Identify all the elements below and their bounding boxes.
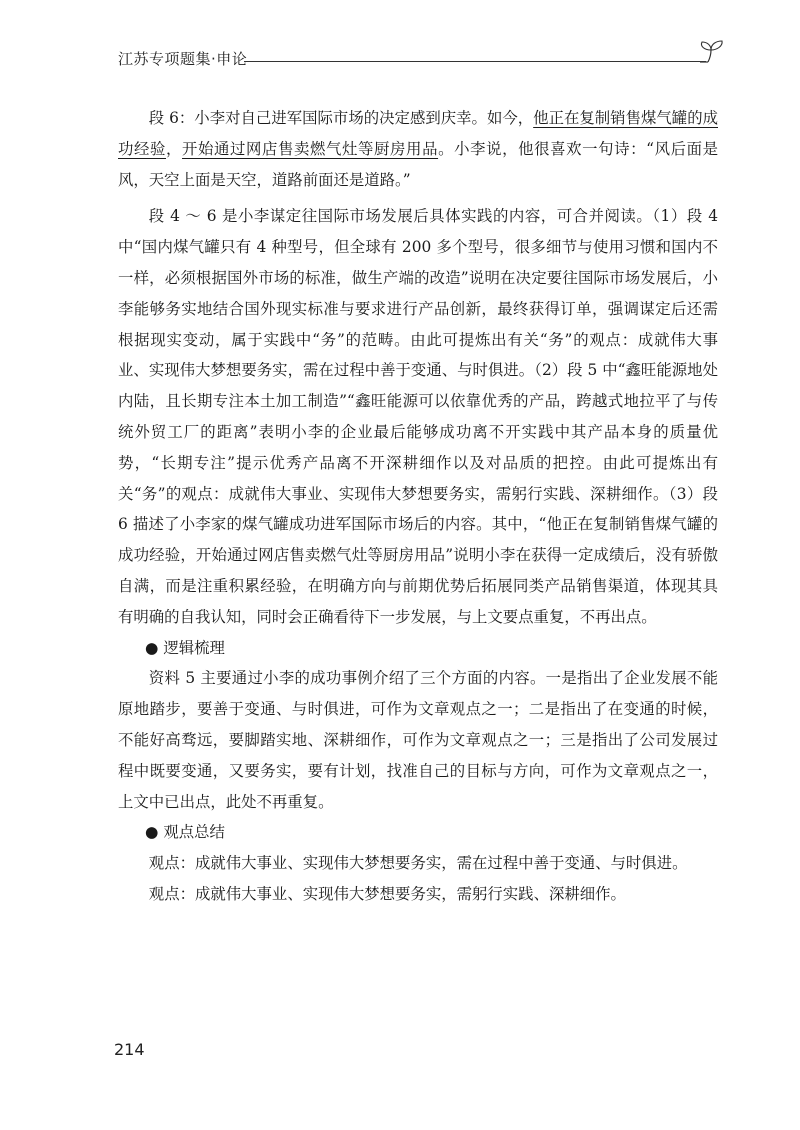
viewpoint-1: 观点：成就伟大事业、实现伟大梦想要务实，需在过程中善于变通、与时俱进。 (148, 854, 688, 873)
book-title: 江苏专项题集·申论 (118, 50, 248, 68)
sprout-icon (698, 40, 728, 74)
paragraph-segment-6 (118, 103, 718, 195)
paragraph-logic: 资料 5 主要通过小李的成功事例介绍了三个方面的内容。一是指出了企业发展不能原地踏步，要善于变通、与时俱进，可作为文章观点之一；二是指出了在变通的时候，不能好高骛远，要脚踏实地、深耕细作，可作为文章观点之一；三是指出了公司发展过程中既要变通，又要务实，要有计划，找准自己的目标与方向，可作为文章观点之一，上文中已出点，此处不再重复。 (118, 669, 718, 811)
heading-viewpoint-summary: ● 观点总结 (145, 823, 225, 842)
p1-text-b: ， (166, 139, 183, 158)
paragraph-analysis: 段 4 ～ 6 是小李谋定往国际市场发展后具体实践的内容，可合并阅读。（1）段 4 中“国内煤气罐只有 4 种型号，但全球有 200 多个型号，很多细节与使用习惯和国内不一样，必须根据国外市场的标准，做生产端的改造”说明在决定要往国际市场发展后，小李能够务实地结合国外现实标准与要求进行产品创新，最终获得订单，强调谋定后还需根据现实变动，属于实践中“务”的范畴。由此可提炼出有关“务”的观点：成就伟大事业、实现伟大梦想要务实，需在过程中善于变通、与时俱进。（2）段 5 中“鑫旺能源地处内陆，且长期专注本土加工制造”“鑫旺能源可以依靠优秀的产品，跨越式地拉平了与传统外贸工厂的距离”表明小李的企业最后能够成功离不开实践中其产品本身的质量优势，“长期专注”提示优秀产品离不开深耕细作以及对品质的把控。由此可提炼出有关“务”的观点：成就伟大事业、实现伟大梦想要务实，需躬行实践、深耕细作。（3）段 6 描述了小李家的煤气罐成功进军国际市场后的内容。其中，“他正在复制销售煤气罐的成功经验，开始通过网店售卖燃气灶等厨房用品”说明小李在获得一定成绩后，没有骄傲自满，而是注重积累经验，在明确方向与前期优势后拓展同类产品销售渠道，体现其具有明确的自我认知，同时会正确看待下一步发展，与上文要点重复，不再出点。 (118, 207, 718, 626)
page-body (118, 103, 718, 910)
p1-underlined-1: 他正在复制销售煤气罐的成功经验 (118, 109, 718, 158)
viewpoint-2: 观点：成就伟大事业、实现伟大梦想要务实，需躬行实践、深耕细作。 (148, 884, 626, 903)
header-rule (244, 61, 706, 62)
p1-text-c: 。小李说，他很喜欢一句诗：“风后面是风，天空上面是天空，道路前面还是道路。” (118, 139, 718, 189)
page-number: 214 (114, 1040, 145, 1059)
p1-text-a: 段 6：小李对自己进军国际市场的决定感到庆幸。如今， (148, 109, 534, 127)
running-header (118, 40, 722, 70)
p1-underlined-2: 开始通过网店售卖燃气灶等厨房用品 (182, 139, 439, 158)
heading-logic-review: ● 逻辑梳理 (145, 638, 225, 657)
